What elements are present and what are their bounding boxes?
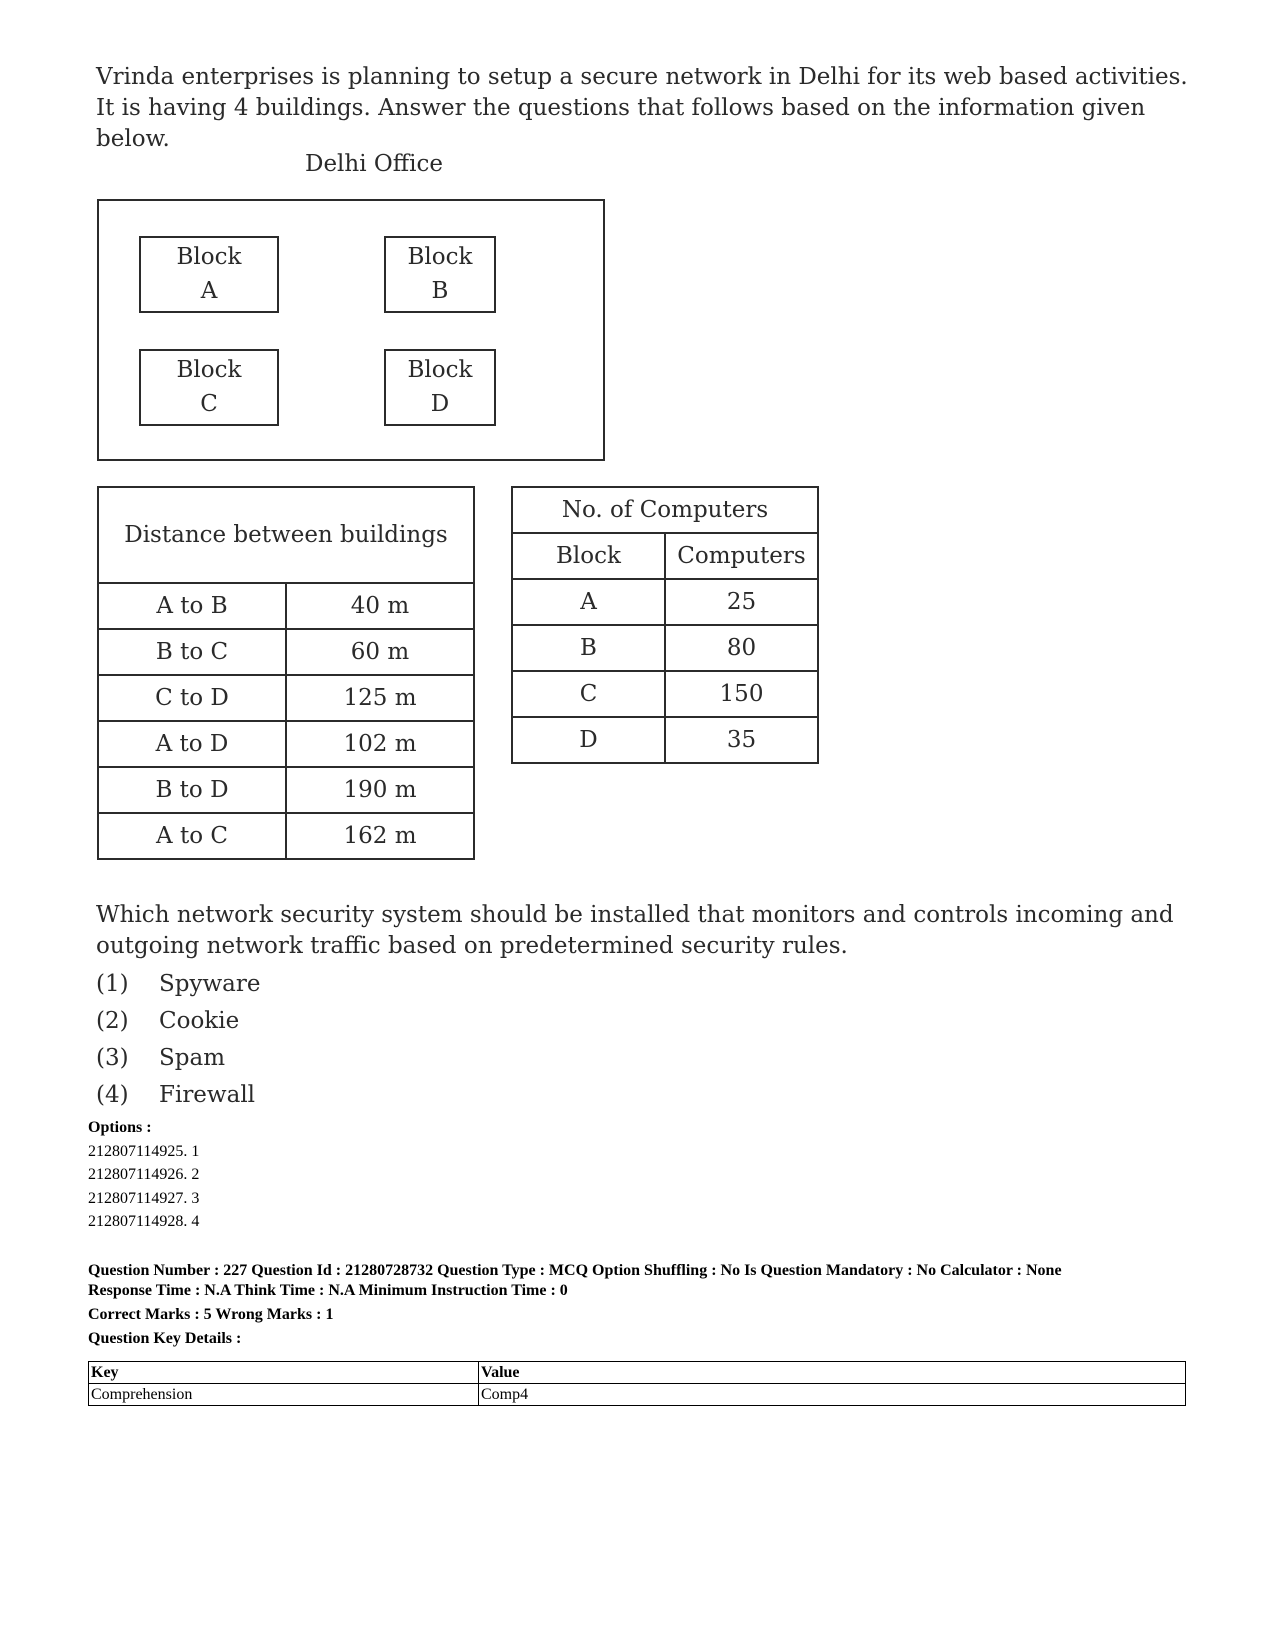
answer-choice bbox=[96, 1077, 260, 1114]
option-id: 212807114928. 4 bbox=[88, 1213, 200, 1230]
key-cell: Comprehension bbox=[89, 1384, 479, 1406]
block-d-label: Block bbox=[407, 357, 473, 383]
options-label: Options : bbox=[88, 1119, 152, 1136]
distance-route: A to D bbox=[98, 721, 286, 767]
computers-cell: 150 bbox=[665, 671, 818, 717]
block-cell: B bbox=[512, 625, 665, 671]
choice-number: (2) bbox=[96, 1008, 129, 1034]
distance-value: 190 m bbox=[286, 767, 474, 813]
answer-choice bbox=[96, 1040, 260, 1077]
answer-choice bbox=[96, 966, 260, 1003]
value-cell: Comp4 bbox=[479, 1384, 1186, 1406]
question-key-table bbox=[88, 1361, 1186, 1406]
block-c-box bbox=[139, 349, 279, 426]
table-row bbox=[512, 625, 818, 671]
key-column-header: Key bbox=[89, 1362, 479, 1384]
computers-table-title: No. of Computers bbox=[512, 487, 818, 533]
block-d-box bbox=[384, 349, 496, 426]
table-row bbox=[98, 675, 474, 721]
key-details-label: Question Key Details : bbox=[88, 1330, 242, 1347]
office-layout-diagram bbox=[97, 199, 605, 461]
office-diagram-title: Delhi Office bbox=[305, 151, 443, 177]
table-row bbox=[512, 717, 818, 763]
options-section bbox=[88, 1116, 199, 1234]
distance-route: B to D bbox=[98, 767, 286, 813]
table-row bbox=[98, 721, 474, 767]
computers-cell: 80 bbox=[665, 625, 818, 671]
table-header-row bbox=[89, 1362, 1186, 1384]
block-b-box bbox=[384, 236, 496, 313]
table-row bbox=[89, 1384, 1186, 1406]
block-c-letter: C bbox=[200, 391, 218, 417]
table-row bbox=[98, 629, 474, 675]
option-id: 212807114925. 1 bbox=[88, 1142, 200, 1160]
table-row bbox=[98, 813, 474, 859]
distance-value: 40 m bbox=[286, 583, 474, 629]
block-a-box bbox=[139, 236, 279, 313]
computers-table bbox=[511, 486, 819, 764]
table-header-row bbox=[512, 533, 818, 579]
distance-value: 125 m bbox=[286, 675, 474, 721]
choice-text: Spyware bbox=[159, 971, 261, 997]
table-row bbox=[98, 767, 474, 813]
distance-route: A to C bbox=[98, 813, 286, 859]
block-b-label: Block bbox=[407, 244, 473, 270]
table-row bbox=[98, 583, 474, 629]
distance-route: A to B bbox=[98, 583, 286, 629]
marks-line: Correct Marks : 5 Wrong Marks : 1 bbox=[88, 1306, 334, 1323]
distance-route: B to C bbox=[98, 629, 286, 675]
option-id: 212807114926. 2 bbox=[88, 1166, 200, 1183]
question-text: Which network security system should be installed that monitors and controls incoming and outgoing network traffic based on predetermined security rules. bbox=[96, 902, 1174, 959]
computers-cell: 35 bbox=[665, 717, 818, 763]
distance-route: C to D bbox=[98, 675, 286, 721]
option-id: 212807114927. 3 bbox=[88, 1189, 200, 1207]
choice-number: (4) bbox=[96, 1082, 129, 1108]
choice-number: (1) bbox=[96, 971, 129, 997]
answer-choice bbox=[96, 1003, 260, 1040]
column-header-block: Block bbox=[512, 533, 665, 579]
intro-paragraph: Vrinda enterprises is planning to setup a secure network in Delhi for its web based activities. It is having 4 buildings. Answer the questions that follows based on the information given below. bbox=[96, 64, 1188, 152]
block-a-label: Block bbox=[176, 244, 242, 270]
block-cell: A bbox=[512, 579, 665, 625]
distance-table-header: Distance between buildings bbox=[98, 487, 474, 583]
table-row bbox=[512, 671, 818, 717]
table-row bbox=[512, 579, 818, 625]
distance-value: 60 m bbox=[286, 629, 474, 675]
block-b-letter: B bbox=[431, 278, 449, 304]
block-a-letter: A bbox=[200, 278, 218, 304]
column-header-computers: Computers bbox=[665, 533, 818, 579]
distance-value: 162 m bbox=[286, 813, 474, 859]
value-column-header: Value bbox=[479, 1362, 1186, 1384]
distance-value: 102 m bbox=[286, 721, 474, 767]
block-c-label: Block bbox=[176, 357, 242, 383]
question-meta bbox=[88, 1261, 1188, 1351]
block-cell: D bbox=[512, 717, 665, 763]
choice-number: (3) bbox=[96, 1045, 129, 1071]
answer-choices bbox=[96, 966, 260, 1114]
choice-text: Firewall bbox=[159, 1082, 256, 1108]
choice-text: Spam bbox=[159, 1045, 226, 1071]
distance-table bbox=[97, 486, 475, 860]
computers-cell: 25 bbox=[665, 579, 818, 625]
block-cell: C bbox=[512, 671, 665, 717]
block-d-letter: D bbox=[430, 391, 450, 417]
question-meta-line: Question Number : 227 Question Id : 21280728732 Question Type : MCQ Option Shuffling : No Is Question Mandatory : No Calculator : None bbox=[88, 1262, 1062, 1279]
timing-meta-line: Response Time : N.A Think Time : N.A Minimum Instruction Time : 0 bbox=[88, 1282, 568, 1299]
choice-text: Cookie bbox=[159, 1008, 240, 1034]
